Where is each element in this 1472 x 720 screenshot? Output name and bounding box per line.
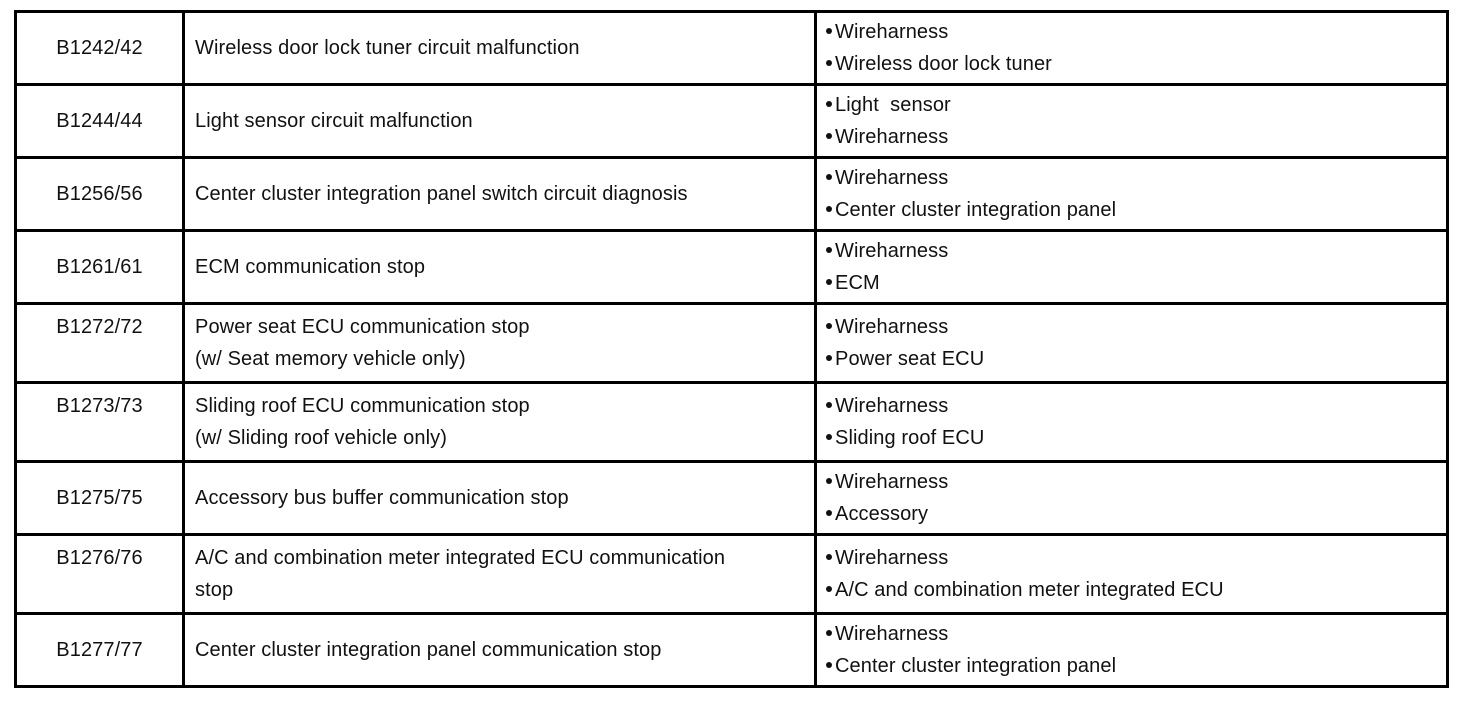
bullet-icon — [826, 247, 832, 253]
bullet-icon — [826, 662, 832, 668]
detection-item-line: (w/ Seat memory vehicle only) — [195, 348, 466, 370]
bullet-icon — [826, 630, 832, 636]
bullet-icon — [826, 133, 832, 139]
trouble-area-item — [826, 498, 1446, 530]
detection-item-line: Center cluster integration panel communication stop — [195, 639, 662, 661]
detection-item — [184, 535, 816, 614]
trouble-area-text: Wireharness — [835, 316, 949, 338]
bullet-icon — [826, 174, 832, 180]
bullet-icon — [826, 355, 832, 361]
trouble-area-item — [826, 16, 1446, 48]
dtc-code: B1275/75 — [16, 462, 184, 535]
dtc-code: B1277/77 — [16, 614, 184, 687]
trouble-area-text: Wireharness — [835, 240, 949, 262]
table-row — [16, 12, 1448, 85]
detection-item — [184, 462, 816, 535]
detection-item-line: (w/ Sliding roof vehicle only) — [195, 427, 447, 449]
trouble-area-item — [826, 89, 1446, 121]
table-row — [16, 231, 1448, 304]
trouble-area — [816, 12, 1448, 85]
trouble-area-text: Wireharness — [835, 395, 949, 417]
trouble-area-item — [826, 311, 1446, 343]
detection-item — [184, 231, 816, 304]
trouble-area-item — [826, 267, 1446, 299]
table-row — [16, 383, 1448, 462]
dtc-code: B1256/56 — [16, 158, 184, 231]
trouble-area-text: Center cluster integration panel — [835, 199, 1117, 221]
trouble-area-text: Sliding roof ECU — [835, 427, 985, 449]
trouble-area-item — [826, 422, 1446, 454]
trouble-area-item — [826, 650, 1446, 682]
trouble-area-text: Light sensor — [835, 94, 951, 116]
bullet-icon — [826, 402, 832, 408]
table-row — [16, 85, 1448, 158]
trouble-area-text: Power seat ECU — [835, 348, 985, 370]
detection-item — [184, 12, 816, 85]
trouble-area-item — [826, 466, 1446, 498]
trouble-area — [816, 462, 1448, 535]
dtc-table — [14, 10, 1449, 688]
detection-item-line: Center cluster integration panel switch circuit diagnosis — [195, 183, 688, 205]
trouble-area — [816, 231, 1448, 304]
detection-item-line: Power seat ECU communication stop — [195, 316, 530, 338]
trouble-area — [816, 383, 1448, 462]
trouble-area-item — [826, 542, 1446, 574]
dtc-code: B1242/42 — [16, 12, 184, 85]
trouble-area-text: Wireless door lock tuner — [835, 53, 1052, 75]
detection-item-line: Light sensor circuit malfunction — [195, 110, 473, 132]
trouble-area-item — [826, 235, 1446, 267]
trouble-area-text: ECM — [835, 272, 880, 294]
bullet-icon — [826, 434, 832, 440]
bullet-icon — [826, 323, 832, 329]
table-row — [16, 535, 1448, 614]
detection-item-line: stop — [195, 579, 234, 601]
trouble-area-text: Wireharness — [835, 623, 949, 645]
bullet-icon — [826, 206, 832, 212]
bullet-icon — [826, 28, 832, 34]
detection-item-line: Sliding roof ECU communication stop — [195, 395, 530, 417]
trouble-area-text: Wireharness — [835, 21, 949, 43]
trouble-area — [816, 158, 1448, 231]
bullet-icon — [826, 101, 832, 107]
dtc-code: B1273/73 — [16, 383, 184, 462]
trouble-area-item — [826, 618, 1446, 650]
trouble-area-item — [826, 121, 1446, 153]
bullet-icon — [826, 554, 832, 560]
bullet-icon — [826, 510, 832, 516]
detection-item-line: A/C and combination meter integrated ECU communication — [195, 547, 726, 569]
trouble-area — [816, 535, 1448, 614]
detection-item — [184, 158, 816, 231]
trouble-area-text: Wireharness — [835, 167, 949, 189]
dtc-code: B1261/61 — [16, 231, 184, 304]
trouble-area-text: Wireharness — [835, 547, 949, 569]
trouble-area — [816, 85, 1448, 158]
table-row — [16, 158, 1448, 231]
table-row — [16, 614, 1448, 687]
dtc-table-body — [16, 12, 1448, 687]
trouble-area-item — [826, 390, 1446, 422]
trouble-area-text: Wireharness — [835, 471, 949, 493]
bullet-icon — [826, 60, 832, 66]
dtc-code: B1276/76 — [16, 535, 184, 614]
detection-item — [184, 304, 816, 383]
trouble-area-item — [826, 162, 1446, 194]
table-row — [16, 462, 1448, 535]
trouble-area-text: Center cluster integration panel — [835, 655, 1117, 677]
dtc-code: B1272/72 — [16, 304, 184, 383]
bullet-icon — [826, 478, 832, 484]
trouble-area-text: Accessory — [835, 503, 929, 525]
detection-item — [184, 614, 816, 687]
trouble-area — [816, 304, 1448, 383]
bullet-icon — [826, 279, 832, 285]
detection-item-line: ECM communication stop — [195, 256, 426, 278]
detection-item-line: Wireless door lock tuner circuit malfunction — [195, 37, 580, 59]
trouble-area-text: A/C and combination meter integrated ECU — [835, 579, 1224, 601]
detection-item — [184, 383, 816, 462]
trouble-area-item — [826, 48, 1446, 80]
dtc-code: B1244/44 — [16, 85, 184, 158]
detection-item — [184, 85, 816, 158]
trouble-area — [816, 614, 1448, 687]
trouble-area-text: Wireharness — [835, 126, 949, 148]
trouble-area-item — [826, 194, 1446, 226]
detection-item-line: Accessory bus buffer communication stop — [195, 487, 569, 509]
trouble-area-item — [826, 343, 1446, 375]
bullet-icon — [826, 586, 832, 592]
table-row — [16, 304, 1448, 383]
trouble-area-item — [826, 574, 1446, 606]
